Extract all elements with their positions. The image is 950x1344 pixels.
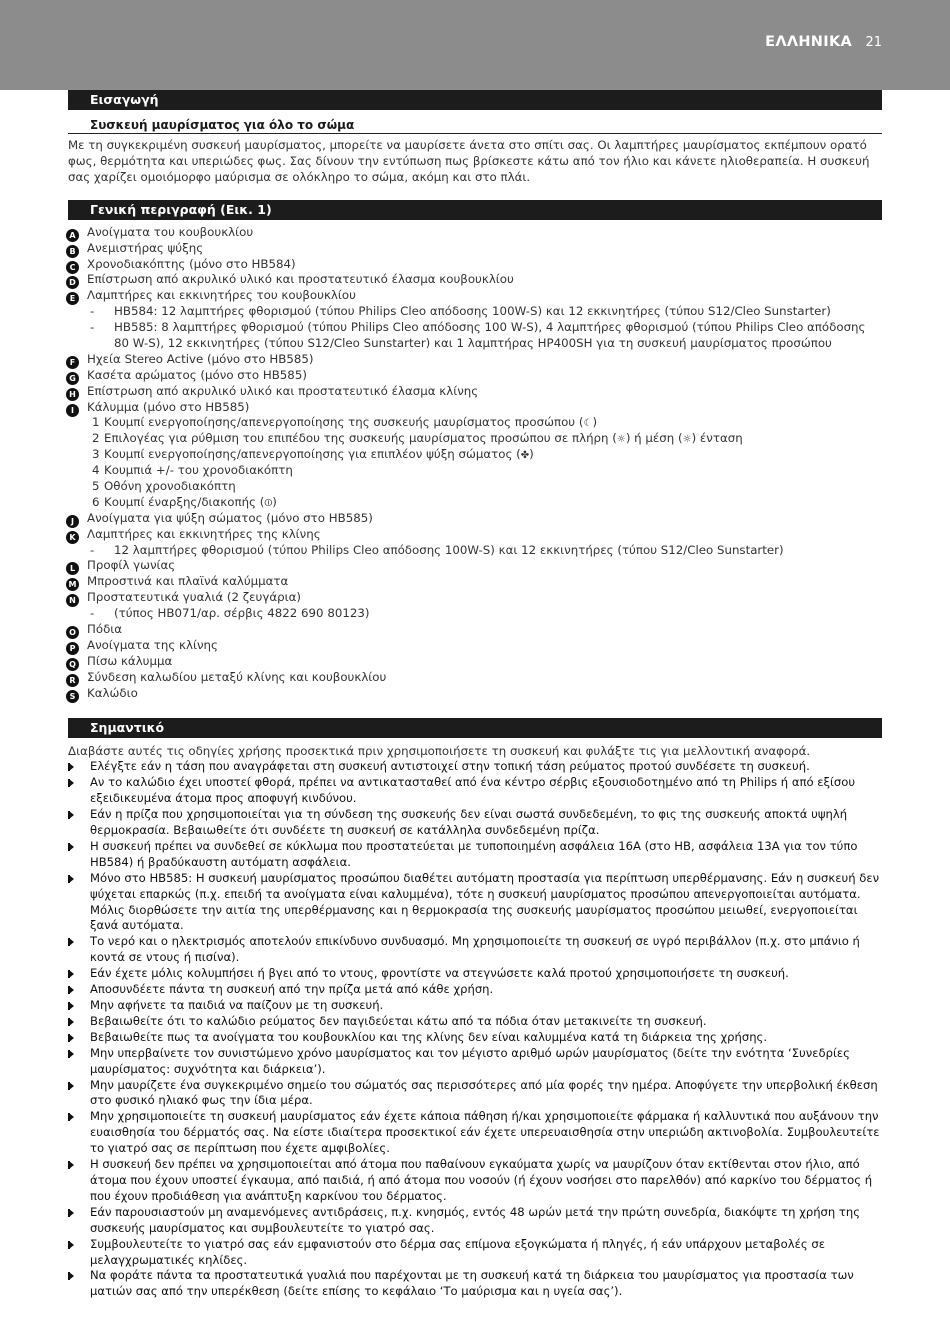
- control-symbol-icon: ☾: [583, 418, 593, 430]
- part-item: [68, 558, 882, 574]
- control-number: 1: [92, 415, 100, 430]
- warning-bullet: [68, 1046, 882, 1078]
- part-letter-badge: B: [66, 245, 79, 258]
- part-letter-badge: E: [66, 292, 79, 305]
- part-item: [68, 511, 882, 527]
- control-label: Κουμπιά +/- του χρονοδιακόπτη: [104, 463, 293, 478]
- warning-bullet: [68, 871, 882, 935]
- warning-text: Μην υπερβαίνετε τον συνιστώμενο χρόνο μαυρίσματος και τον μέγιστο αριθμό ωρών μαυρίσματος (δείτε την ενότητα ‘Συνεδρίες μαυρίσματος: συχνότητα και διάρκεια’).: [90, 1045, 850, 1076]
- dash-marker: -: [90, 542, 95, 557]
- part-item: [68, 590, 882, 606]
- control-item: [68, 463, 882, 479]
- part-sub-text: HB584: 12 λαμπτήρες φθορισμού (τύπου Philips Cleo απόδοσης 100W-S) και 12 εκκινητήρες (τύπου S12/Cleo Sunstarter): [114, 304, 831, 319]
- warning-text: Συμβουλευτείτε το γιατρό σας εάν εμφανιστούν στο δέρμα σας επίμονα εξογκώματα ή πληγές, ή εάν υπάρχουν μεταβολές σε μελαγχρωματικές κηλίδες.: [90, 1236, 826, 1267]
- control-label: Οθόνη χρονοδιακόπτη: [104, 479, 236, 494]
- warning-text: Εάν η πρίζα που χρησιμοποιείται για τη σύνδεση της συσκευής δεν είναι σωστά συνδεδεμένη, το φις της συσκευής αποκτά υψηλή θερμοκρασία. Βεβαιωθείτε ότι συνδέετε τη συσκευή σε κατάλληλα συνδεδεμένη πρίζα.: [90, 807, 848, 838]
- part-label: Καλώδιο: [87, 685, 138, 700]
- control-label-after: ): [272, 494, 277, 509]
- part-sub-item: [68, 320, 882, 352]
- part-label: Λαμπτήρες και εκκινητήρες της κλίνης: [87, 526, 321, 541]
- part-letter-badge: O: [66, 626, 79, 639]
- bullet-arrow-icon: [69, 779, 74, 787]
- control-symbol-icon: ⏼: [264, 497, 273, 509]
- part-letter-badge: S: [66, 690, 79, 703]
- control-number: 3: [92, 447, 100, 462]
- control-label: Κουμπί ενεργοποίησης/απενεργοποίησης της συσκευής μαυρίσματος προσώπου (: [104, 415, 584, 430]
- warning-bullet: [68, 1268, 882, 1300]
- control-label: Επιλογέας για ρύθμιση του επιπέδου της συσκευής μαυρίσματος προσώπου σε πλήρη (: [104, 431, 617, 446]
- bullet-arrow-icon: [69, 843, 74, 851]
- part-label: Πόδια: [87, 622, 123, 637]
- warning-text: Εάν παρουσιαστούν μη αναμενόμενες αντιδράσεις, π.χ. κνησμός, εντός 48 ωρών μετά την πρώτη συνεδρία, διακόψτε τη χρήση της συσκευής μαυρίσματος και συμβουλευτείτε το γιατρό σας.: [90, 1204, 861, 1235]
- control-label: Κουμπί έναρξης/διακοπής (: [104, 494, 265, 509]
- warning-bullet: [68, 934, 882, 966]
- section-heading-general: Γενική περιγραφή (Εικ. 1): [68, 200, 882, 220]
- part-item: [68, 288, 882, 304]
- part-label: Πίσω κάλυμμα: [87, 653, 173, 668]
- part-item: [68, 527, 882, 543]
- dash-marker: -: [90, 304, 95, 319]
- bullet-arrow-icon: [69, 1161, 74, 1169]
- control-item: [68, 495, 882, 511]
- bullet-arrow-icon: [69, 1050, 74, 1058]
- bullet-arrow-icon: [69, 1241, 74, 1249]
- part-item: [68, 257, 882, 273]
- part-label: Κάλυμμα (μόνο στο HB585): [87, 399, 250, 414]
- part-letter-badge: Q: [66, 658, 79, 671]
- warning-text: Βεβαιωθείτε πως τα ανοίγματα του κουβουκλίου και της κλίνης δεν είναι καλυμμένα κατά τη διάρκεια της χρήσης.: [90, 1029, 768, 1044]
- warning-bullet: [68, 1014, 882, 1030]
- bullet-arrow-icon: [69, 1034, 74, 1042]
- part-label: Προφίλ γωνίας: [87, 558, 176, 573]
- part-item: [68, 225, 882, 241]
- part-item: [68, 670, 882, 686]
- part-sub-item: [68, 304, 882, 320]
- warning-bullet: [68, 1237, 882, 1269]
- control-label-after: ): [592, 415, 598, 430]
- part-label: Ηχεία Stereo Active (μόνο στο HB585): [87, 351, 314, 366]
- warning-text: Να φοράτε πάντα τα προστατευτικά γυαλιά που παρέχονται με τη συσκευή κατά τη διάρκεια του μαυρίσματος για προστασία των ματιών σας από την υπερέκθεση (δείτε επίσης το κεφάλαιο ‘Το μαύρισμα και η υγεία σας’).: [90, 1268, 854, 1299]
- part-item: [68, 272, 882, 288]
- part-sub-item: [68, 543, 882, 559]
- warning-text: Μην μαυρίζετε ένα συγκεκριμένο σημείο του σώματός σας περισσότερες από μία φορές την ημέρα. Αποφύγετε την υπερβολική έκθεση στο φυσικό ηλιακό φως την ίδια μέρα.: [90, 1077, 878, 1108]
- part-sub-text: (τύπος HB071/αρ. σέρβις 4822 690 80123): [114, 606, 370, 621]
- control-label: Κουμπί ενεργοποίησης/απενεργοποίησης για επιπλέον ψύξη σώματος (: [104, 447, 521, 462]
- warning-bullet: [68, 759, 882, 775]
- part-label: Κασέτα αρώματος (μόνο στο HB585): [87, 367, 307, 382]
- part-item: [68, 384, 882, 400]
- part-letter-badge: F: [66, 356, 79, 369]
- warning-text: Η συσκευή πρέπει να συνδεθεί σε κύκλωμα που προστατεύεται με τυποποιημένη ασφάλεια 16A (στο HB, ασφάλεια 13A για τον τύπο HB584) ή βραδύκαυστη αυτόματη ασφάλεια.: [90, 838, 858, 869]
- warning-text: Εάν έχετε μόλις κολυμπήσει ή βγει από το ντους, φροντίστε να στεγνώσετε καλά προτού χρησιμοποιήσετε τη συσκευή.: [90, 966, 789, 981]
- control-label-after: ): [529, 447, 534, 462]
- page-number: 21: [865, 35, 882, 50]
- bullet-arrow-icon: [69, 811, 74, 819]
- part-letter-badge: L: [66, 562, 79, 575]
- part-label: Σύνδεση καλωδίου μεταξύ κλίνης και κουβουκλίου: [87, 669, 387, 684]
- warning-bullet: [68, 966, 882, 982]
- warning-bullet: [68, 839, 882, 871]
- warning-text: Μόνο στο HB585: Η συσκευή μαυρίσματος προσώπου διαθέτει αυτόματη προστασία για περίπτωση υπερθέρμανσης. Εάν η συσκευή δεν ψύχεται επαρκώς (π.χ. επειδή τα ανοίγματα είναι καλυμμένα), τότε η συσκευή μαυρίσματος προσώπου απενεργοποιείται αυτόματα. Μόλις διορθώσετε την αιτία της υπερθέρμανσης και η θερμοκρασία της συσκευής μαυρίσματος προσώπου μειωθεί, ενεργοποιείται ξανά αυτόματα.: [90, 870, 880, 933]
- part-label: Επίστρωση από ακρυλικό υλικό και προστατευτικό έλασμα κουβουκλίου: [87, 272, 514, 287]
- bullet-arrow-icon: [69, 763, 74, 771]
- warning-bullet: [68, 1205, 882, 1237]
- control-number: 2: [92, 431, 100, 446]
- part-letter-badge: D: [66, 276, 79, 289]
- warning-bullet: [68, 1030, 882, 1046]
- part-letter-badge: I: [66, 404, 79, 417]
- intro-paragraph: Με τη συγκεκριμένη συσκευή μαυρίσματος, μπορείτε να μαυρίσετε άνετα στο σπίτι σας. Οι λαμπτήρες μαυρίσματος εκπέμπουν ορατό φως, θερμότητα και υπεριώδες φως. Σας δίνουν την εντύπωση πως βρίσκεστε κάτω από τον ήλιο και κάνετε ηλιοθεραπεία. Η συσκευή σας χαρίζει ομοιόμορφο μαύρισμα σε ολόκληρο το σώμα, ακόμη και στο πλάι.: [68, 138, 870, 184]
- bullet-arrow-icon: [69, 875, 74, 883]
- part-label: Χρονοδιακόπτης (μόνο στο HB584): [87, 256, 296, 271]
- warning-bullet: [68, 807, 882, 839]
- bullet-arrow-icon: [69, 938, 74, 946]
- part-letter-badge: N: [66, 594, 79, 607]
- part-letter-badge: C: [66, 261, 79, 274]
- part-sub-item: [68, 606, 882, 622]
- part-item: [68, 686, 882, 702]
- warning-text: Αποσυνδέετε πάντα τη συσκευή από την πρίζα μετά από κάθε χρήση.: [90, 982, 494, 997]
- control-symbol-icon: ✤: [520, 450, 530, 462]
- warning-text: Η συσκευή δεν πρέπει να χρησιμοποιείται από άτομα που παθαίνουν εγκαύματα χωρίς να μαυρίζουν όταν εκτίθενται στον ήλιο, από άτομα που έχουν υποστεί έγκαυμα, από παιδιά, ή από άτομα που νοσούν (ή έχουν νοσήσει στο παρελθόν) από καρκίνο του δέρματος ή που έχουν προδιάθεση για ανάπτυξη καρκίνου του δέρματος.: [90, 1157, 873, 1203]
- control-symbol-icon: ☼: [682, 434, 692, 446]
- control-number: 4: [92, 463, 100, 478]
- part-letter-badge: J: [66, 515, 79, 528]
- warning-bullet: [68, 775, 882, 807]
- bullet-arrow-icon: [69, 1082, 74, 1090]
- dash-marker: -: [90, 606, 95, 621]
- part-letter-badge: R: [66, 674, 79, 687]
- control-item: [68, 431, 882, 447]
- part-label: Λαμπτήρες και εκκινητήρες του κουβουκλίου: [87, 288, 356, 303]
- part-sub-text: 12 λαμπτήρες φθορισμού (τύπου Philips Cleo απόδοσης 100W-S) και 12 εκκινητήρες (τύπου S12/Cleo Sunstarter): [114, 542, 784, 557]
- warning-text: Μην αφήνετε τα παιδιά να παίζουν με τη συσκευή.: [90, 998, 384, 1013]
- warning-text: Βεβαιωθείτε ότι το καλώδιο ρεύματος δεν παγιδεύεται κάτω από τα πόδια όταν μετακινείτε τη συσκευή.: [90, 1013, 707, 1028]
- bullet-arrow-icon: [69, 986, 74, 994]
- part-letter-badge: A: [66, 229, 79, 242]
- page-content: [68, 90, 882, 1300]
- part-item: [68, 352, 882, 368]
- control-item: [68, 447, 882, 463]
- bullet-arrow-icon: [69, 970, 74, 978]
- warning-text: Το νερό και ο ηλεκτρισμός αποτελούν επικίνδυνο συνδυασμό. Μη χρησιμοποιείτε τη συσκευή σε υγρό περιβάλλον (π.χ. στο μπάνιο ή κοντά σε ντους ή πισίνα).: [90, 934, 860, 965]
- part-label: Ανεμιστήρας ψύξης: [87, 240, 204, 255]
- bullet-arrow-icon: [69, 1209, 74, 1217]
- warning-bullet: [68, 1078, 882, 1110]
- warning-bullet: [68, 998, 882, 1014]
- control-label-after: ) ένταση: [691, 431, 743, 446]
- warning-bullet: [68, 982, 882, 998]
- bullet-arrow-icon: [69, 1113, 74, 1121]
- part-item: [68, 654, 882, 670]
- part-label: Ανοίγματα για ψύξη σώματος (μόνο στο HB585): [87, 510, 373, 525]
- important-intro: Διαβάστε αυτές τις οδηγίες χρήσης προσεκτικά πριν χρησιμοποιήσετε τη συσκευή και φυλάξτε τις για μελλοντική αναφορά.: [68, 743, 811, 758]
- subheading-full-body-tanner: Συσκευή μαυρίσματος για όλο το σώμα: [68, 116, 882, 134]
- bullet-arrow-icon: [69, 1272, 74, 1280]
- control-item: [68, 479, 882, 495]
- bullet-arrow-icon: [69, 1002, 74, 1010]
- part-label: Ανοίγματα της κλίνης: [87, 637, 218, 652]
- control-label-after: ) ή μέση (: [625, 431, 683, 446]
- part-label: Μπροστινά και πλαϊνά καλύμματα: [87, 574, 289, 589]
- control-symbol-icon: ☼: [616, 434, 626, 446]
- dash-marker: -: [90, 320, 95, 335]
- warning-bullet: [68, 1109, 882, 1157]
- part-letter-badge: G: [66, 372, 79, 385]
- part-label: Επίστρωση από ακρυλικό υλικό και προστατευτικό έλασμα κλίνης: [87, 383, 479, 398]
- part-letter-badge: M: [66, 578, 79, 591]
- part-letter-badge: P: [66, 642, 79, 655]
- part-item: [68, 368, 882, 384]
- part-letter-badge: K: [66, 531, 79, 544]
- warning-text: Μην χρησιμοποιείτε τη συσκευή μαυρίσματος εάν έχετε κάποια πάθηση ή/και χρησιμοποιείτε φάρμακα ή καλλυντικά που αυξάνουν την ευαισθησία του δέρματός σας. Να είστε ιδιαίτερα προσεκτικοί εάν έχετε υπερευαισθησία στην υπεριώδη ακτινοβολία. Συμβουλευτείτε το γιατρό σας σε περίπτωση που έχετε αμφιβολίες.: [90, 1109, 880, 1156]
- part-item: [68, 574, 882, 590]
- warning-bullet: [68, 1157, 882, 1205]
- important-bullets: [68, 759, 882, 1300]
- section-heading-important: Σημαντικό: [68, 718, 882, 738]
- part-item: [68, 400, 882, 416]
- parts-list: [68, 225, 882, 702]
- control-number: 5: [92, 479, 100, 494]
- part-item: [68, 622, 882, 638]
- page-header-bar: [0, 0, 950, 90]
- section-heading-intro: Εισαγωγή: [68, 90, 882, 110]
- control-number: 6: [92, 494, 100, 509]
- part-label: Ανοίγματα του κουβουκλίου: [87, 224, 254, 239]
- warning-text: Ελέγξτε εάν η τάση που αναγράφεται στη συσκευή αντιστοιχεί στην τοπική τάση ρεύματος προτού συνδέσετε τη συσκευή.: [90, 759, 810, 774]
- bullet-arrow-icon: [69, 1018, 74, 1026]
- control-item: [68, 415, 882, 431]
- part-item: [68, 638, 882, 654]
- part-label: Προστατευτικά γυαλιά (2 ζευγάρια): [87, 590, 301, 605]
- part-item: [68, 241, 882, 257]
- part-letter-badge: H: [66, 388, 79, 401]
- part-sub-text: HB585: 8 λαμπτήρες φθορισμού (τύπου Philips Cleo απόδοσης 100 W-S), 4 λαμπτήρες φθορισμού (τύπου Philips Cleo απόδοσης 80 W-S), 12 εκκινητήρες (τύπου S12/Cleo Sunstarter) και 1 λαμπτήρας HP400SH για τη συσκευή μαυρίσματος προσώπου: [114, 320, 866, 350]
- warning-text: Αν το καλώδιο έχει υποστεί φθορά, πρέπει να αντικατασταθεί από ένα κέντρο σέρβις εξουσιοδοτημένο από τη Philips ή από εξίσου εξειδικευμένα άτομα προς αποφυγή κινδύνου.: [90, 775, 856, 806]
- language-label: ΕΛΛΗΝΙΚΑ: [765, 34, 852, 50]
